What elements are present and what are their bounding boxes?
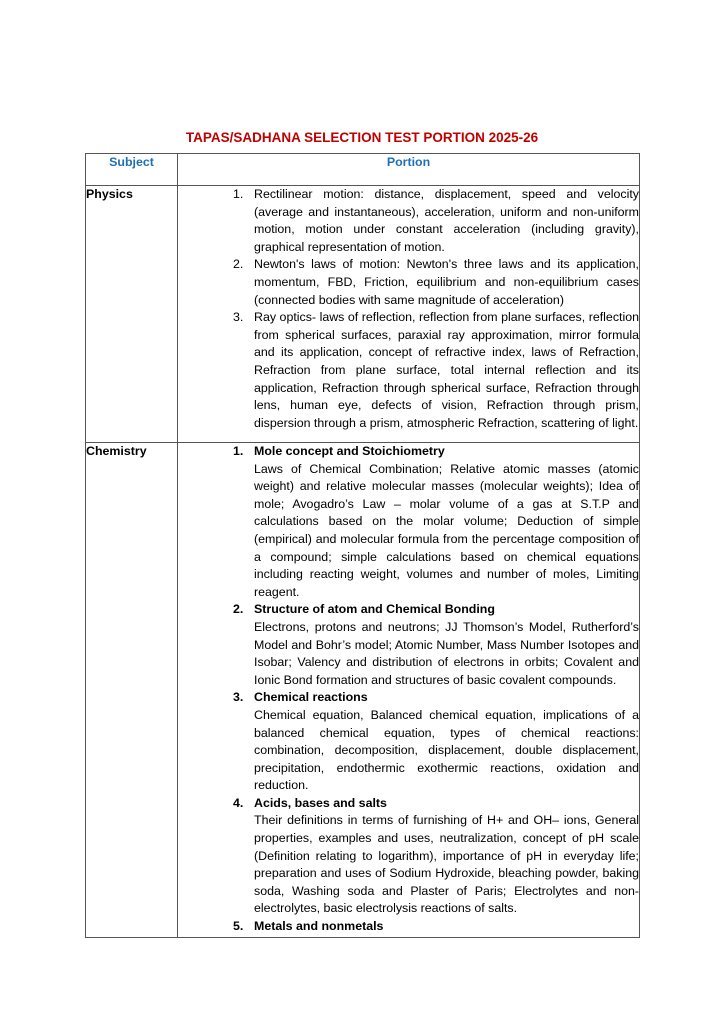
- chemistry-item: [178, 918, 639, 936]
- item-number: 3.: [233, 690, 244, 705]
- portion-chemistry: [178, 443, 640, 938]
- chemistry-item: [178, 795, 639, 918]
- item-text: Rectilinear motion: distance, displacement, speed and velocity (average and instantaneous), acceleration, uniform and non-uniform motion, motion under constant acceleration (including gravity), graphical representation of motion.: [254, 187, 639, 254]
- subject-chemistry: Chemistry: [86, 443, 178, 938]
- item-number: 5.: [233, 919, 244, 934]
- item-number: 1.: [233, 444, 244, 458]
- portion-table: [85, 153, 640, 938]
- table-row-chemistry: [86, 443, 640, 938]
- item-title: Chemical reactions: [254, 690, 368, 705]
- item-text: Chemical equation, Balanced chemical equation, implications of a balanced chemical equation, types of chemical reactions: combination, decomposition, displacement, double displacement, precipitation, endothermic exothermic reactions, oxidation and reduction.: [254, 707, 639, 793]
- item-number: 1.: [233, 187, 244, 201]
- physics-item: [178, 256, 639, 309]
- chemistry-item: [178, 443, 639, 601]
- item-number: 3.: [233, 310, 244, 325]
- physics-item: [178, 309, 639, 432]
- item-text: Their definitions in terms of furnishing of H+ and OH– ions, General properties, examples and uses, neutralization, concept of pH scale (Definition relating to logarithm), importance of pH in everyday life; preparation and uses of Sodium Hydroxide, bleaching powder, baking soda, Washing soda and Plaster of Paris; Electrolytes and non-electrolytes, basic electrolysis reactions of salts.: [254, 813, 639, 916]
- item-number: 2.: [233, 257, 244, 272]
- table-header-row: [86, 154, 640, 186]
- item-title: Structure of atom and Chemical Bonding: [254, 602, 495, 617]
- item-title: Mole concept and Stoichiometry: [254, 444, 445, 458]
- item-number: 4.: [233, 795, 244, 810]
- item-number: 2.: [233, 602, 244, 617]
- chemistry-item: [178, 601, 639, 689]
- subject-column-header: Subject: [86, 154, 178, 186]
- chemistry-item: [178, 689, 639, 795]
- page-title: TAPAS/SADHANA SELECTION TEST PORTION 2025-26: [185, 130, 539, 145]
- physics-item: [178, 186, 639, 256]
- item-title: Metals and nonmetals: [254, 919, 384, 934]
- table-row-physics: [86, 186, 640, 443]
- item-text: Ray optics- laws of reflection, reflection from plane surfaces, reflection from spherical surfaces, paraxial ray approximation, mirror formula and its application, concept of refractive index, laws of Refraction, Refraction from plane surface, total internal reflection and its application, Refraction through spherical surface, Refraction through lens, human eye, defects of vision, Refraction through prism, dispersion through a prism, atmospheric Refraction, scattering of light.: [254, 310, 639, 430]
- item-text: Electrons, protons and neutrons; JJ Thomson’s Model, Rutherford’s Model and Bohr’s model; Atomic Number, Mass Number Isotopes and Isobar; Valency and distribution of electrons in orbits; Covalent and Ionic Bond formation and structures of basic covalent compounds.: [254, 619, 639, 687]
- portion-column-header: Portion: [178, 154, 640, 186]
- subject-physics: Physics: [86, 186, 178, 443]
- portion-physics: [178, 186, 640, 443]
- item-title: Acids, bases and salts: [254, 795, 387, 810]
- item-text: Newton's laws of motion: Newton's three laws and its application, momentum, FBD, Friction, equilibrium and non-equilibrium cases (connected bodies with same magnitude of acceleration): [254, 257, 639, 307]
- item-text: Laws of Chemical Combination; Relative atomic masses (atomic weight) and relative molecular masses (molecular weights); Idea of mole; Avogadro’s Law – molar volume of a gas at S.T.P and calculations based on the molar volume; Deduction of simple (empirical) and molecular formula from the percentage composition of a compound; simple calculations based on chemical equations including reacting weight, volumes and number of moles, Limiting reagent.: [254, 461, 639, 599]
